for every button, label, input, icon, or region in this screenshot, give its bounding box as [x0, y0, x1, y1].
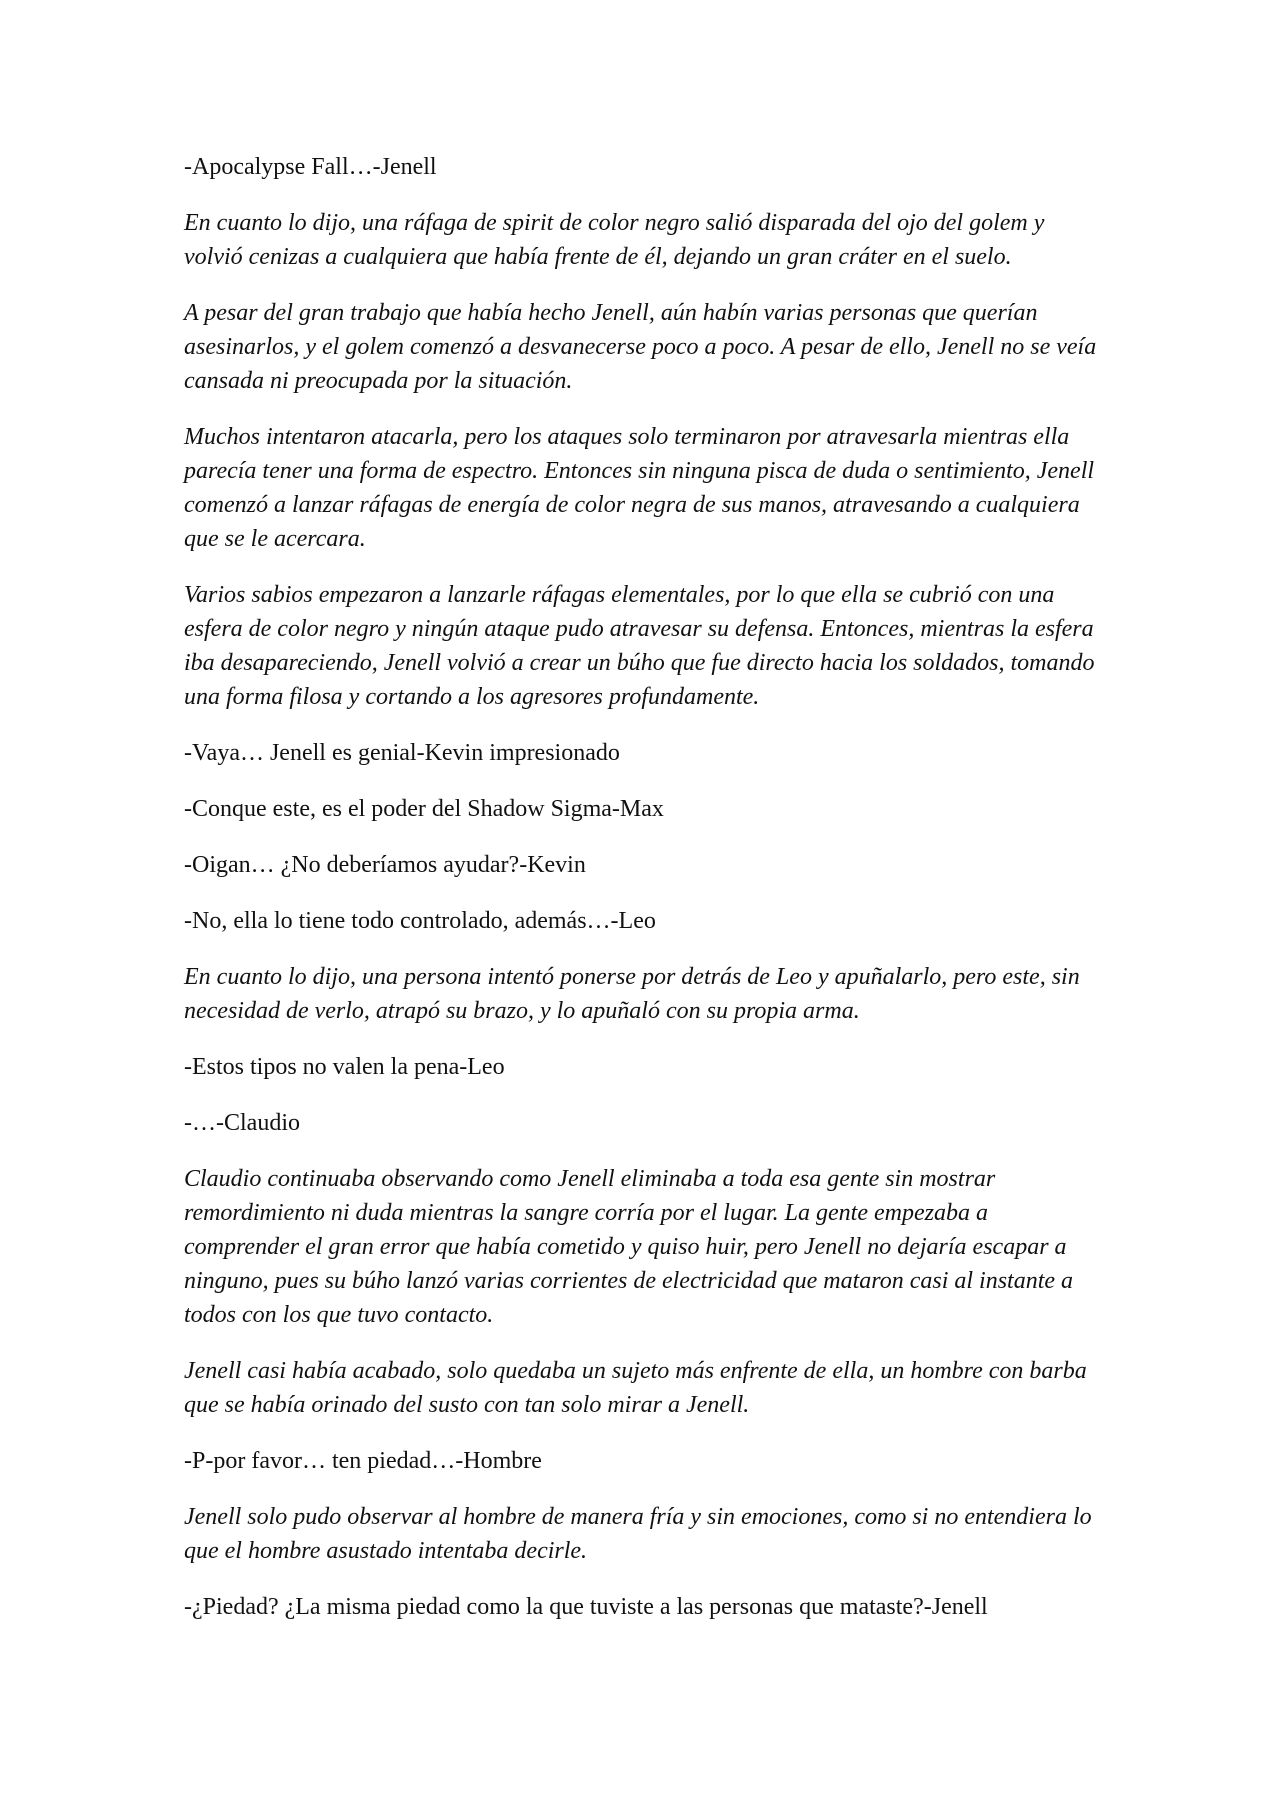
- dialogue-line-leo-controlled: -No, ella lo tiene todo controlado, además…-Leo: [184, 908, 656, 934]
- narration-paragraph-leo-stab: En cuanto lo dijo, una persona intentó ponerse por detrás de Leo y apuñalarlo, pero este, sin necesidad de verlo, atrapó su brazo, y lo apuñaló con su propia arma.: [184, 964, 1080, 1024]
- narration-paragraph-black-spirit-blast: En cuanto lo dijo, una ráfaga de spirit de color negro salió disparada del ojo del golem y volvió cenizas a cualquiera que había frente de él, dejando un gran cráter en el suelo.: [184, 210, 1045, 270]
- dialogue-line-jenell-mercy: -¿Piedad? ¿La misma piedad como la que tuviste a las personas que mataste?-Jenell: [184, 1594, 988, 1620]
- narration-paragraph-specter-form: Muchos intentaron atacarla, pero los ataques solo terminaron por atravesarla mientras ella parecía tener una forma de espectro. Entonces sin ninguna pisca de duda o sentimiento, Jenell comenzó a lanzar ráfagas de energía de color negra de sus manos, atravesando a cualquiera que se le acercara.: [184, 424, 1095, 552]
- dialogue-line-max-shadow-sigma: -Conque este, es el poder del Shadow Sigma-Max: [184, 796, 664, 822]
- document-page: [184, 150, 1104, 1646]
- dialogue-line-apocalypse-fall: -Apocalypse Fall…-Jenell: [184, 154, 437, 180]
- narration-paragraph-last-man: Jenell casi había acabado, solo quedaba un sujeto más enfrente de ella, un hombre con barba que se había orinado del susto con tan solo mirar a Jenell.: [184, 1358, 1087, 1418]
- narration-paragraph-cold-stare: Jenell solo pudo observar al hombre de manera fría y sin emociones, como si no entendiera lo que el hombre asustado intentaba decirle.: [184, 1504, 1092, 1564]
- dialogue-line-claudio: -…-Claudio: [184, 1110, 300, 1136]
- dialogue-line-kevin-impressed: -Vaya… Jenell es genial-Kevin impresionado: [184, 740, 620, 766]
- dialogue-line-leo-not-worth: -Estos tipos no valen la pena-Leo: [184, 1054, 505, 1080]
- dialogue-line-man-mercy: -P-por favor… ten piedad…-Hombre: [184, 1448, 542, 1474]
- narration-paragraph-black-sphere: Varios sabios empezaron a lanzarle ráfagas elementales, por lo que ella se cubrió con una esfera de color negro y ningún ataque pudo atravesar su defensa. Entonces, mientras la esfera iba desapareciendo, Jenell volvió a crear un búho que fue directo hacia los soldados, tomando una forma filosa y cortando a los agresores profundamente.: [184, 582, 1095, 710]
- narration-paragraph-claudio-observing: Claudio continuaba observando como Jenell eliminaba a toda esa gente sin mostrar remordimiento ni duda mientras la sangre corría por el lugar. La gente empezaba a comprender el gran error que había cometido y quiso huir, pero Jenell no dejaría escapar a ninguno, pues su búho lanzó varias corrientes de electricidad que mataron casi al instante a todos con los que tuvo contacto.: [184, 1166, 1074, 1328]
- dialogue-line-kevin-help: -Oigan… ¿No deberíamos ayudar?-Kevin: [184, 852, 586, 878]
- narration-paragraph-golem-fading: A pesar del gran trabajo que había hecho Jenell, aún habín varias personas que querían asesinarlos, y el golem comenzó a desvanecerse poco a poco. A pesar de ello, Jenell no se veía cansada ni preocupada por la situación.: [184, 300, 1097, 394]
